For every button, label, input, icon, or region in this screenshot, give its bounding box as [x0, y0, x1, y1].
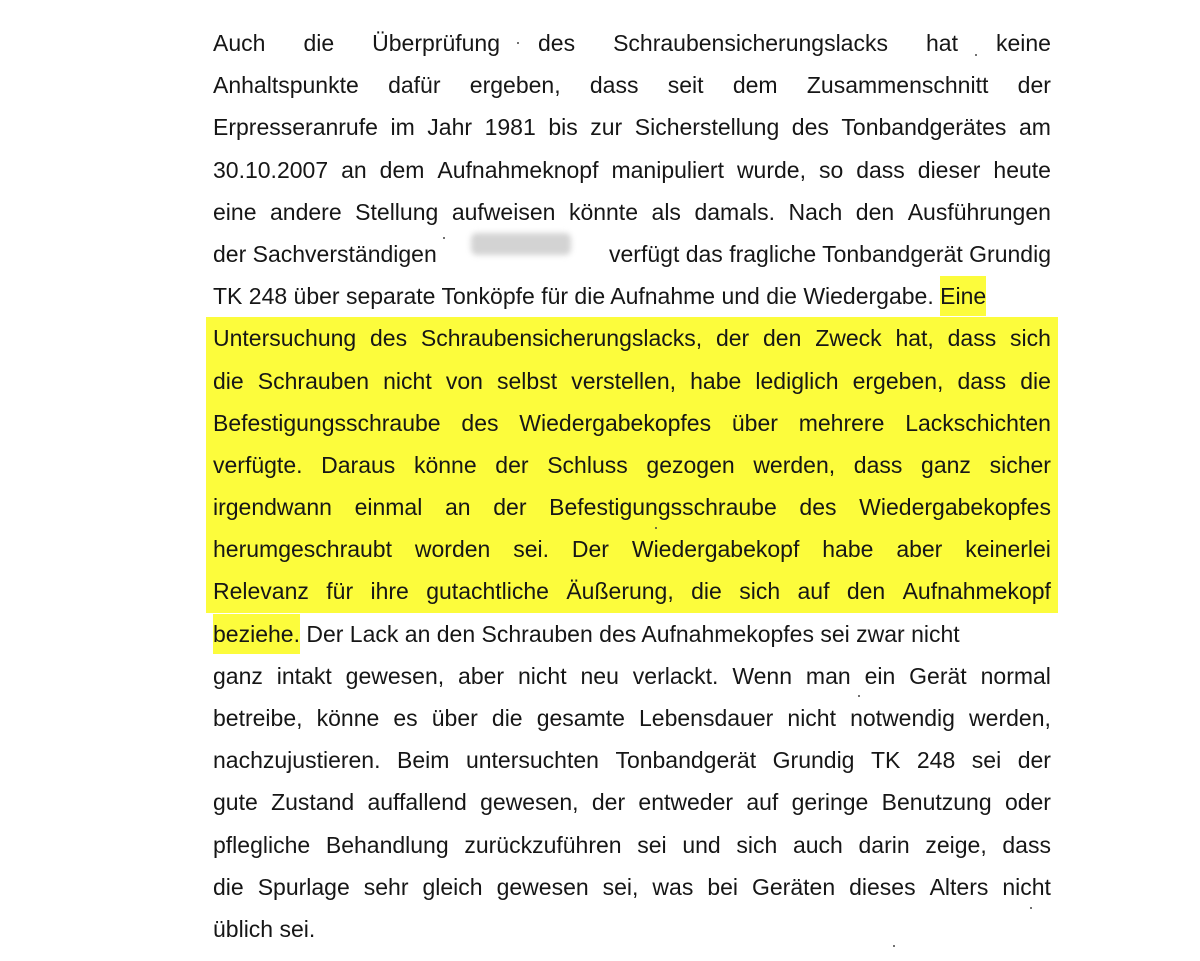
word: sei	[637, 831, 667, 858]
text-line	[213, 233, 1051, 275]
text-run: Der Lack an den Schrauben des Aufnahmekopfes sei zwar nicht	[306, 620, 960, 647]
word: dem	[732, 72, 778, 99]
word: ergeben,	[852, 367, 944, 394]
word: auffallend	[367, 789, 467, 816]
text-line	[213, 22, 1051, 64]
text-line	[213, 697, 1051, 739]
word: an	[341, 156, 367, 183]
word: könne	[413, 451, 477, 478]
word: Geräten	[752, 873, 836, 900]
word: gute	[213, 789, 258, 816]
word: verlackt.	[632, 662, 719, 689]
word: des	[538, 30, 576, 56]
word: betreibe,	[213, 705, 303, 731]
word: Benutzung	[881, 789, 992, 816]
word: die	[491, 705, 523, 731]
word: sei.	[513, 536, 550, 563]
scan-speck	[858, 695, 860, 697]
word: Relevanz	[213, 578, 309, 605]
word: der	[715, 325, 750, 352]
word: dass	[947, 325, 997, 352]
word: man	[805, 662, 851, 689]
word: gewesen,	[345, 662, 445, 689]
word: sicher	[989, 451, 1051, 478]
word: am	[1018, 114, 1051, 141]
word: aufweisen	[451, 198, 556, 225]
word: Sicherstellung	[634, 114, 780, 141]
highlighted-line	[206, 402, 1058, 444]
word: notwendig	[850, 705, 955, 731]
word: ganz	[921, 451, 971, 478]
word: Erpresseranrufe	[213, 114, 378, 141]
word: selbst	[497, 367, 558, 394]
word: Grundig	[772, 747, 855, 774]
word: der	[495, 451, 529, 478]
word: bis	[548, 114, 578, 141]
word: hat,	[895, 325, 934, 352]
highlighted-text: beziehe.	[213, 620, 300, 647]
word: sei	[971, 747, 1002, 774]
word: an	[445, 494, 471, 521]
word: Behandlung	[325, 831, 449, 858]
scan-speck	[517, 42, 519, 44]
word: habe	[690, 367, 742, 394]
word: Wiedergabekopfes	[519, 409, 712, 436]
word: es	[393, 705, 418, 731]
word: Schraubensicherungslacks,	[420, 325, 703, 352]
text-run: der Sachverständigen	[213, 240, 437, 267]
word: auf	[746, 789, 779, 816]
word: nicht	[383, 367, 432, 394]
text-line	[213, 275, 1051, 317]
word: Beim	[397, 747, 450, 774]
text-line	[213, 655, 1051, 697]
text-line	[213, 866, 1051, 908]
word: gutachtliche	[426, 578, 549, 605]
word: des	[791, 114, 829, 141]
word: herumgeschraubt	[213, 536, 392, 563]
scan-speck	[655, 527, 657, 529]
text-run: üblich sei.	[213, 915, 316, 942]
word: pflegliche	[213, 831, 311, 858]
word: bei	[707, 873, 739, 900]
word: nicht	[518, 662, 567, 689]
word: zeige,	[925, 831, 987, 858]
document-paragraph	[213, 22, 1051, 950]
redacted-name	[471, 233, 571, 255]
word: 1981	[484, 114, 536, 141]
word: entweder	[638, 789, 734, 816]
word: wurde,	[736, 156, 806, 183]
word: intakt	[276, 662, 332, 689]
word: andere	[270, 198, 342, 225]
word: auch	[792, 831, 843, 858]
highlighted-line	[206, 360, 1058, 402]
word: dass	[856, 156, 905, 183]
word: Lebensdauer	[639, 705, 774, 731]
word: Zustand	[271, 789, 355, 816]
word: über	[431, 705, 478, 731]
word: was	[652, 873, 694, 900]
word: Befestigungsschraube	[549, 494, 777, 521]
word: hat	[925, 30, 958, 56]
scan-speck	[975, 54, 977, 56]
word: dafür	[388, 72, 441, 99]
word: den	[763, 325, 802, 352]
word: aber	[896, 536, 943, 563]
word: die	[1020, 367, 1051, 394]
word: über	[731, 409, 778, 436]
word: gesamte	[536, 705, 625, 731]
scan-speck	[893, 945, 895, 947]
word: Schraubensicherungslacks	[613, 30, 888, 56]
word: Der	[571, 536, 609, 563]
word: ein	[864, 662, 896, 689]
word: Wiedergabekopf	[631, 536, 800, 563]
highlighted-line	[206, 444, 1058, 486]
word: Äußerung,	[566, 578, 674, 605]
word: worden	[414, 536, 491, 563]
word: gewesen	[496, 873, 589, 900]
word: geringe	[791, 789, 869, 816]
word: nicht	[787, 705, 836, 731]
word: gezogen	[646, 451, 735, 478]
word: Schrauben	[257, 367, 370, 394]
word: Lackschichten	[905, 409, 1051, 436]
word: oder	[1004, 789, 1051, 816]
word: eine	[213, 198, 257, 225]
word: verfügte.	[213, 451, 303, 478]
word: Gerät	[909, 662, 967, 689]
word: der	[1017, 72, 1051, 99]
word: Aufnahmekopf	[902, 578, 1051, 605]
word: Nach	[788, 198, 843, 225]
highlighted-line	[206, 317, 1058, 359]
word: 248	[916, 747, 956, 774]
word: die	[303, 30, 335, 56]
word: Schluss	[547, 451, 628, 478]
word: die	[213, 873, 244, 900]
word: Stellung	[355, 198, 439, 225]
word: sich	[736, 831, 778, 858]
text-line	[213, 824, 1051, 866]
highlighted-line	[206, 528, 1058, 570]
word: dass	[957, 367, 1007, 394]
word: gleich	[422, 873, 483, 900]
word: die	[691, 578, 722, 605]
word: lediglich	[755, 367, 839, 394]
word: Aufnahmeknopf	[437, 156, 599, 183]
word: und	[682, 831, 721, 858]
word: Wiedergabekopfes	[859, 494, 1051, 521]
word: ergeben,	[469, 72, 561, 99]
word: den	[855, 198, 895, 225]
word: TK	[870, 747, 901, 774]
word: sich	[739, 578, 781, 605]
word: Spurlage	[257, 873, 350, 900]
text-line	[213, 149, 1051, 191]
word: von	[445, 367, 483, 394]
word: dem	[379, 156, 425, 183]
word: Zusammenschnitt	[806, 72, 989, 99]
word: einmal	[354, 494, 423, 521]
word: des	[461, 409, 499, 436]
text-line	[213, 64, 1051, 106]
highlighted-line	[206, 570, 1058, 612]
word: der	[591, 789, 626, 816]
word: mehrere	[798, 409, 885, 436]
word: zurückzuführen	[464, 831, 622, 858]
word: des	[370, 325, 408, 352]
text-line	[213, 613, 1051, 655]
word: dieses	[849, 873, 916, 900]
word: ganz	[213, 662, 263, 689]
word: aber	[458, 662, 505, 689]
word: so	[818, 156, 844, 183]
word: dass	[589, 72, 639, 99]
word: dass	[853, 451, 903, 478]
word: die	[213, 367, 244, 394]
word: Jahr	[427, 114, 473, 141]
word: im	[390, 114, 415, 141]
text-line	[213, 191, 1051, 233]
scan-speck	[1030, 907, 1032, 909]
word: Daraus	[321, 451, 396, 478]
word: dass	[1002, 831, 1051, 858]
text-line	[213, 739, 1051, 781]
word: gewesen,	[480, 789, 579, 816]
word: Alters	[929, 873, 989, 900]
word: könne	[316, 705, 380, 731]
word: zur	[590, 114, 623, 141]
word: Auch	[213, 30, 266, 56]
word: für	[326, 578, 354, 605]
word: heute	[993, 156, 1051, 183]
word: sehr	[363, 873, 409, 900]
word: seit	[667, 72, 704, 99]
word: sei,	[602, 873, 639, 900]
word: Überprüfung	[372, 30, 500, 56]
word: des	[799, 494, 837, 521]
word: werden,	[969, 705, 1051, 731]
text-run: TK 248 über separate Tonköpfe für die Aufnahme und die Wiedergabe.	[213, 283, 934, 310]
text-line	[213, 106, 1051, 148]
word: nachzujustieren.	[213, 747, 381, 774]
word: werden,	[753, 451, 836, 478]
highlighted-line	[206, 486, 1058, 528]
word: habe	[822, 536, 874, 563]
word: irgendwann	[213, 494, 332, 521]
word: Anhaltspunkte	[213, 72, 359, 99]
word: dieser	[917, 156, 981, 183]
word: untersuchten	[465, 747, 599, 774]
word: Untersuchung	[213, 325, 357, 352]
word: den	[846, 578, 886, 605]
word: darin	[858, 831, 910, 858]
word: der	[1017, 747, 1051, 774]
word: sich	[1010, 325, 1051, 352]
word: als	[651, 198, 681, 225]
word: Zweck	[815, 325, 882, 352]
word: keine	[995, 30, 1051, 56]
text-line	[213, 908, 1051, 950]
word: manipuliert	[611, 156, 724, 183]
word: der	[493, 494, 527, 521]
word: neu	[580, 662, 619, 689]
scan-speck	[443, 237, 445, 239]
word: Befestigungsschraube	[213, 409, 441, 436]
word: verstellen,	[571, 367, 677, 394]
word: 30.10.2007	[213, 156, 329, 183]
word: Wenn	[732, 662, 792, 689]
word: auf	[797, 578, 830, 605]
text-line	[213, 781, 1051, 823]
word: Tonbandgerätes	[841, 114, 1007, 141]
word: nicht	[1002, 873, 1051, 900]
word: keinerlei	[965, 536, 1051, 563]
word: damals.	[694, 198, 776, 225]
word: könnte	[568, 198, 638, 225]
highlighted-text: Eine	[940, 283, 987, 310]
text-run: verfügt das fragliche Tonbandgerät Grundig	[609, 240, 1051, 267]
word: Tonbandgerät	[615, 747, 757, 774]
word: ihre	[370, 578, 409, 605]
word: normal	[980, 662, 1051, 689]
word: Ausführungen	[907, 198, 1051, 225]
